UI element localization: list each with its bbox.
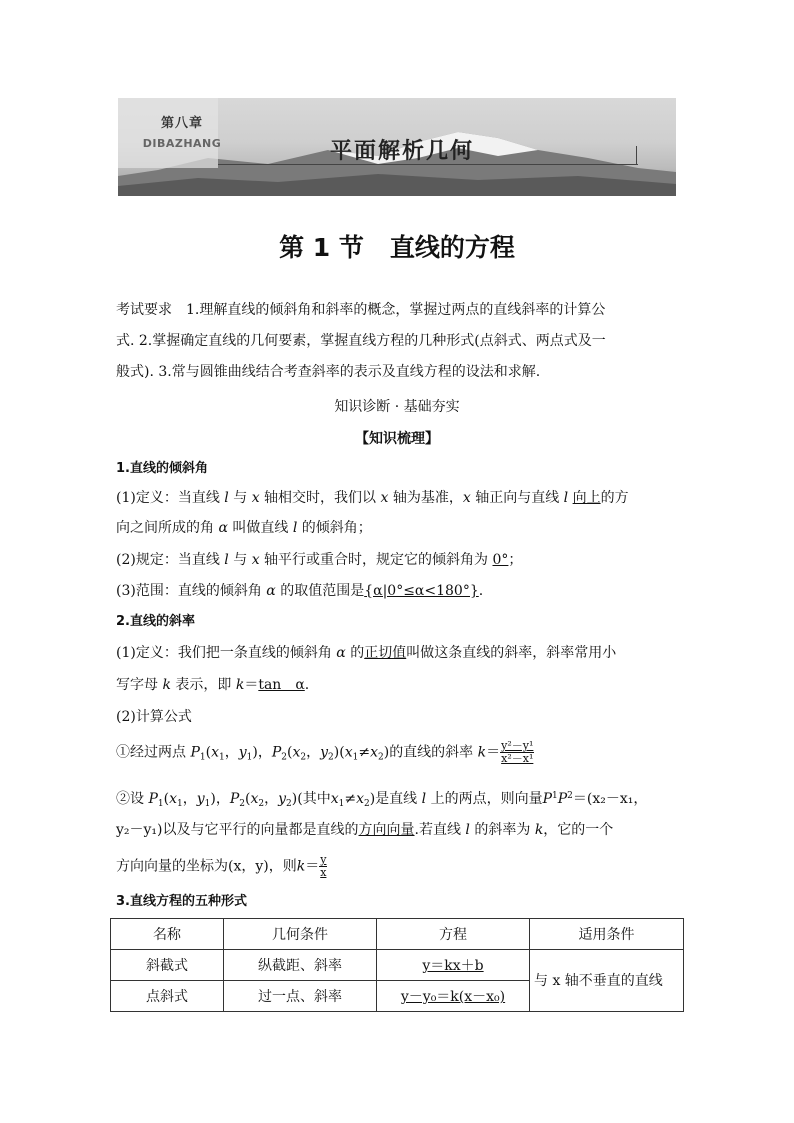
exam-requirements-line-1: 考试要求 1.理解直线的倾斜角和斜率的概念，掌握过两点的直线斜率的计算公 [116, 302, 606, 318]
heading-inclination-angle: 1.直线的倾斜角 [116, 461, 208, 476]
exam-requirements-line-2: 式. 2.掌握确定直线的几何要素，掌握直线方程的几种形式(点斜式、两点式及一 [116, 333, 606, 349]
inclination-range: (3)范围：直线的倾斜角 α 的取值范围是{α|0°≤α<180°}. [116, 583, 484, 599]
answer-upward: 向上 [572, 490, 601, 506]
answer-zero-degree: 0° [492, 552, 509, 568]
knowledge-review-heading: 【知识梳理】 [355, 431, 439, 447]
table-cell-condition: 纵截距、斜率 [224, 950, 377, 981]
direction-vector-line-2: y₂－y₁)以及与它平行的向量都是直线的方向向量.若直线 l 的斜率为 k，它的一个 [116, 822, 614, 838]
chapter-pinyin: DIBAZHANG [142, 137, 222, 150]
table-cell-name: 点斜式 [111, 981, 224, 1012]
equation-forms-table [110, 918, 684, 1012]
table-header-cell: 几何条件 [224, 919, 377, 950]
heading-slope: 2.直线的斜率 [116, 614, 195, 629]
answer-tangent-value: 正切值 [364, 645, 407, 661]
table-header-cell: 名称 [111, 919, 224, 950]
direction-vector-line-3: 方向向量的坐标为(x，y)，则k＝ $\frac{y}{x}$ [116, 853, 327, 879]
slope-definition-line-2: 写字母 k 表示，即 k＝tan α. [116, 677, 310, 693]
table-cell-name: 斜截式 [111, 950, 224, 981]
diagnosis-heading: 知识诊断 · 基础夯实 [334, 399, 460, 415]
inclination-definition-line-1: (1)定义：当直线 l 与 x 轴相交时，我们以 x 轴为基准，x 轴正向与直线 l 向上的方 [116, 490, 629, 506]
calc-formula-heading: (2)计算公式 [116, 709, 192, 725]
chapter-title: 平面解析几何 [330, 139, 475, 164]
table-row [111, 950, 684, 981]
answer-direction-vector: 方向向量 [358, 822, 415, 838]
table-header-cell: 方程 [377, 919, 530, 950]
table-header-cell: 适用条件 [530, 919, 684, 950]
heading-line-equation-forms: 3.直线方程的五种形式 [116, 894, 247, 909]
direction-slope-fraction: $\frac{y}{x}$ [320, 853, 327, 879]
banner-rule-tick [636, 146, 637, 164]
answer-angle-range: {α|0°≤α<180°} [364, 583, 479, 599]
chapter-label [134, 112, 230, 150]
answer-tan-alpha: tan α [258, 677, 305, 693]
section-label: 第 1 节 [279, 233, 364, 262]
table-cell-equation: y＝kx＋b [377, 950, 530, 981]
inclination-rule: (2)规定：当直线 l 与 x 轴平行或重合时，规定它的倾斜角为 0°； [116, 552, 523, 568]
table-cell-condition: 过一点、斜率 [224, 981, 377, 1012]
section-title [0, 228, 794, 264]
table-cell-equation: y－y₀＝k(x－x₀) [377, 981, 530, 1012]
exam-requirements-line-3: 般式). 3.常与圆锥曲线结合考查斜率的表示及直线方程的设法和求解. [116, 364, 541, 380]
direction-vector-line-1: ②设 $P_1(x_1$，$y_1$)，$P_2(x_2$，$y_2$)(其中$x_1\ne x_2$)是直线 l 上的两点，则向量$P^1P^2=(x_2-x_1$， [116, 791, 648, 809]
slope-fraction: $\frac{\text{y²－y¹}}{\text{x²－x¹}}$ [501, 739, 534, 765]
slope-definition-line-1: (1)定义：我们把一条直线的倾斜角 α 的正切值叫做这条直线的斜率，斜率常用小 [116, 645, 617, 661]
table-header-row [111, 919, 684, 950]
inclination-definition-line-2: 向之间所成的角 α 叫做直线 l 的倾斜角； [116, 520, 372, 536]
chapter-banner [118, 98, 676, 196]
chapter-number: 第八章 [160, 116, 203, 131]
two-point-slope-formula: ①经过两点 $P_1(x_1$，$y_1$)，$P_2(x_2$，$y_2)(x_1\ne x_2)$的直线的斜率 k＝ $\frac{\text{y²－y¹}}{\text{x²－x¹}}$ [116, 739, 534, 765]
table-cell-applicable: 与 x 轴不垂直的直线 [530, 950, 684, 1012]
section-name: 直线的方程 [389, 233, 515, 262]
